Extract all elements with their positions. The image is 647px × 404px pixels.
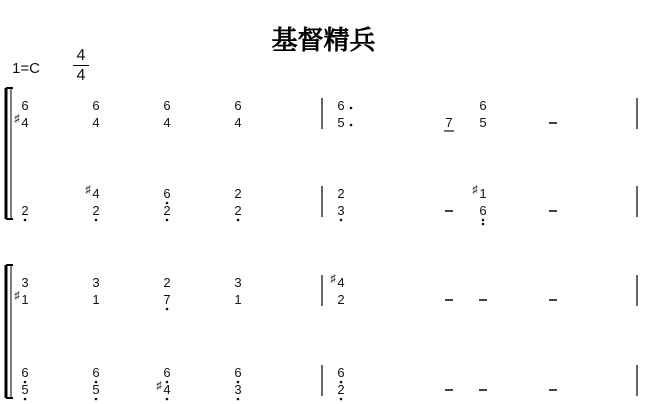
note: 2 <box>337 292 345 307</box>
sharp-sign: ♯ <box>85 184 91 196</box>
time-signature-top: 4 <box>76 47 86 64</box>
note: 6 <box>234 98 242 113</box>
time-signature-bottom: 4 <box>76 67 86 84</box>
sharp-sign: ♯ <box>330 273 336 285</box>
octave-dot-low <box>237 219 240 222</box>
octave-dot-low <box>166 398 169 401</box>
note: 7 <box>445 115 453 130</box>
octave-dot-low <box>95 398 98 401</box>
note: 6 <box>92 365 100 380</box>
octave-dot-low <box>24 219 27 222</box>
note: 4 <box>21 115 29 130</box>
sharp-sign: ♯ <box>156 380 162 392</box>
note: 2 <box>337 186 345 201</box>
note: 2 <box>92 203 100 218</box>
note: 1 <box>479 186 487 201</box>
note: 6 <box>21 98 29 113</box>
octave-dot-low <box>166 308 169 311</box>
note: 2 <box>163 203 171 218</box>
note: 2 <box>234 186 242 201</box>
note: 1 <box>21 292 29 307</box>
note: 6 <box>337 365 345 380</box>
note: 1 <box>234 292 242 307</box>
note: 3 <box>337 203 345 218</box>
note: 7 <box>163 292 171 307</box>
note: 6 <box>479 203 487 218</box>
note: 6 <box>337 98 345 113</box>
note: 6 <box>234 365 242 380</box>
note: 6 <box>21 365 29 380</box>
octave-dot-low <box>340 219 343 222</box>
note: 3 <box>234 275 242 290</box>
note: 4 <box>163 382 171 397</box>
note: 2 <box>21 203 29 218</box>
octave-dot-low <box>95 219 98 222</box>
note: 4 <box>337 275 345 290</box>
note: 4 <box>92 115 100 130</box>
octave-dot-low <box>24 398 27 401</box>
note: 4 <box>163 115 171 130</box>
note: 2 <box>337 382 345 397</box>
duration-dot <box>350 124 353 127</box>
note: 5 <box>92 382 100 397</box>
octave-dot-low <box>166 219 169 222</box>
note: 4 <box>92 186 100 201</box>
note: 2 <box>234 203 242 218</box>
note: 5 <box>21 382 29 397</box>
octave-dot-low <box>482 219 485 222</box>
octave-dot-low <box>482 223 485 226</box>
sharp-sign: ♯ <box>14 290 20 302</box>
note: 4 <box>234 115 242 130</box>
note: 3 <box>234 382 242 397</box>
note: 5 <box>337 115 345 130</box>
note: 6 <box>479 98 487 113</box>
octave-dot-low <box>340 398 343 401</box>
sharp-sign: ♯ <box>472 184 478 196</box>
note: 3 <box>92 275 100 290</box>
note: 6 <box>163 98 171 113</box>
duration-dot <box>350 107 353 110</box>
note: 1 <box>92 292 100 307</box>
note: 6 <box>163 186 171 201</box>
note: 6 <box>163 365 171 380</box>
note: 3 <box>21 275 29 290</box>
note: 2 <box>163 275 171 290</box>
note: 5 <box>479 115 487 130</box>
sharp-sign: ♯ <box>14 113 20 125</box>
page-title: 基督精兵 <box>271 26 376 56</box>
key-signature: 1=C <box>12 60 40 77</box>
octave-dot-low <box>237 398 240 401</box>
note: 6 <box>92 98 100 113</box>
